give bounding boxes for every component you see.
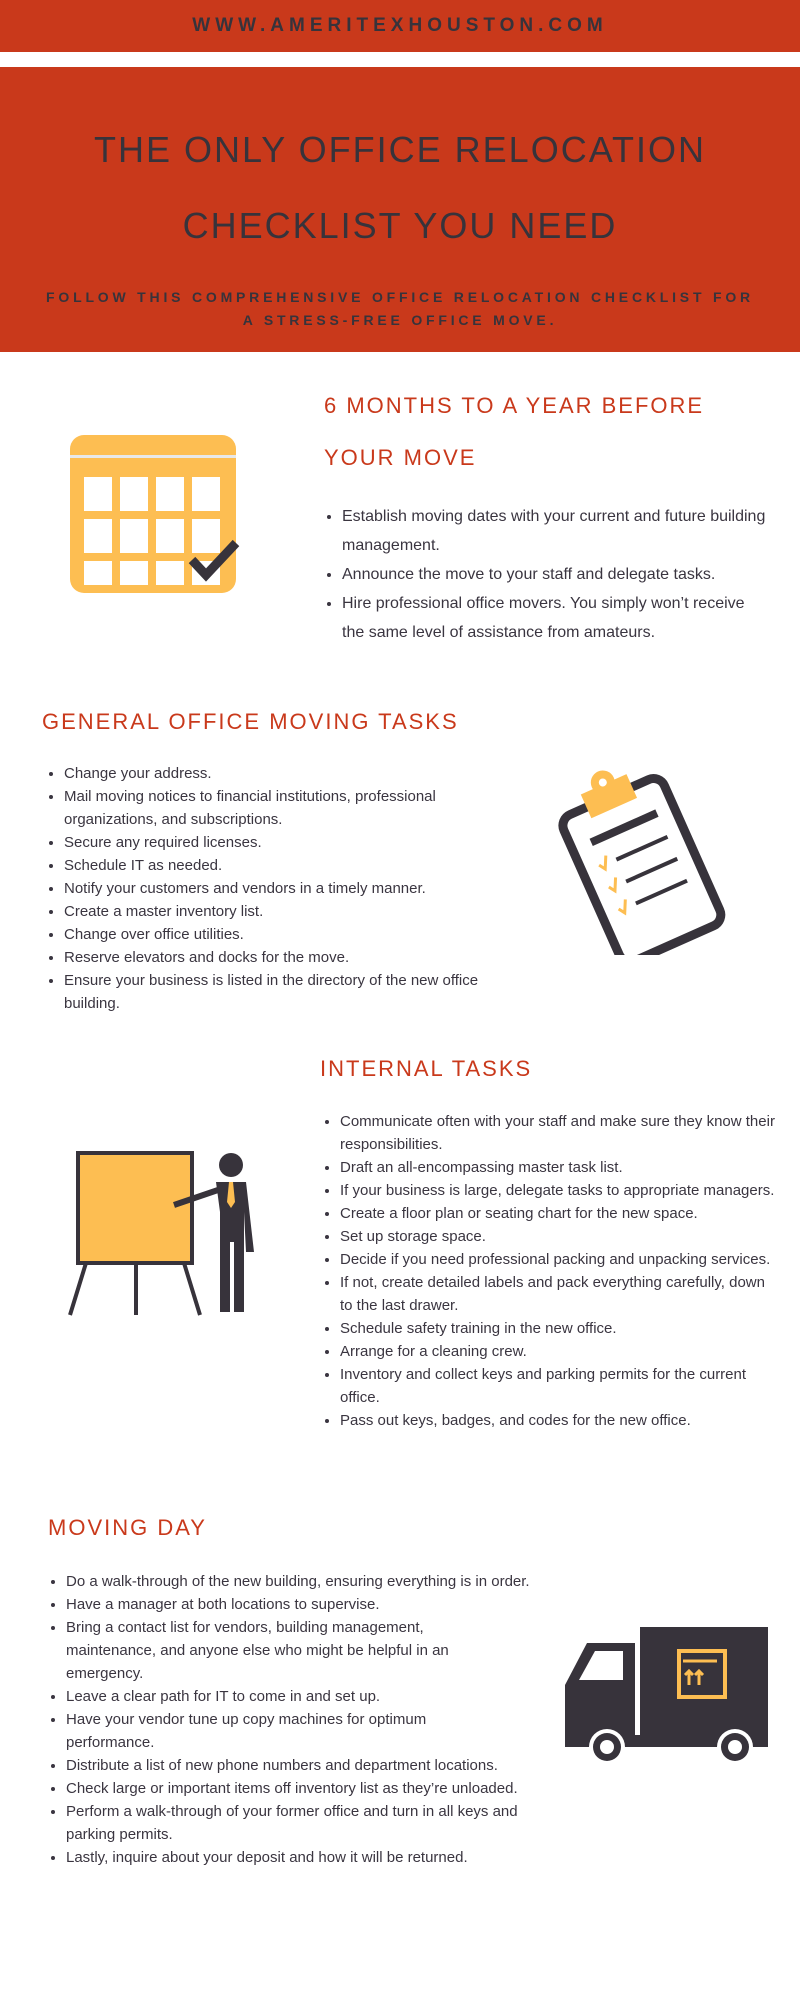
list-item: • Mail moving notices to financial institutions, professional organizations, and subscriptions. [64,785,502,831]
moving-truck-icon [565,1625,770,1770]
presenter-board-icon [66,1150,266,1320]
list-item: • Ensure your business is listed in the directory of the new office building. [64,969,502,1015]
heading-line1: 6 MONTHS TO A YEAR BEFORE [324,393,705,418]
list-item: • Hire professional office movers. You simply won’t receive the same level of assistance from amateurs. [342,589,770,647]
list-item: • If not, create detailed labels and pack everything carefully, down to the last drawer. [340,1271,778,1317]
section-list-general [42,762,502,1015]
clipboard-checklist-icon [555,760,735,955]
hero-banner [0,67,800,352]
heading-line2: YOUR MOVE [324,445,477,470]
section-list-moving-day [44,1570,584,1869]
list-item: • Set up storage space. [340,1225,778,1248]
list-item: • Lastly, inquire about your deposit and how it will be returned. [66,1846,584,1869]
subtitle-line1: FOLLOW THIS COMPREHENSIVE OFFICE RELOCATION CHECKLIST FOR [46,289,754,305]
page-title-line1: THE ONLY OFFICE RELOCATION [93,129,707,170]
list-item: • Reserve elevators and docks for the move. [64,946,502,969]
website-url[interactable]: WWW.AMERITEXHOUSTON.COM [192,15,608,36]
list-item: • Decide if you need professional packing and unpacking services. [340,1248,778,1271]
list-item: • Arrange for a cleaning crew. [340,1340,778,1363]
list-item: • Have a manager at both locations to supervise. [66,1593,584,1616]
list-item: • Schedule IT as needed. [64,854,502,877]
list-item: • Create a master inventory list. [64,900,502,923]
list-item: • Communicate often with your staff and make sure they know their responsibilities. [340,1110,778,1156]
list-item: • Change your address. [64,762,502,785]
section-heading-internal: INTERNAL TASKS [320,1056,533,1081]
list-item: • Bring a contact list for vendors, building management, maintenance, and anyone else who might be helpful in an emergency. [66,1616,584,1685]
list-item: • Pass out keys, badges, and codes for the new office. [340,1409,778,1432]
list-item: • Change over office utilities. [64,923,502,946]
list-item: • Establish moving dates with your current and future building management. [342,502,770,560]
page-title-line2: CHECKLIST YOU NEED [182,205,618,246]
list-item: • Create a floor plan or seating chart for the new space. [340,1202,778,1225]
list-item: • Perform a walk-through of your former office and turn in all keys and parking permits. [66,1800,584,1846]
section-list-6-months [320,502,770,647]
section-heading-6-months [324,380,774,484]
list-item: • Do a walk-through of the new building, ensuring everything is in order. [66,1570,584,1593]
calendar-check-icon [70,435,240,595]
section-heading-general: GENERAL OFFICE MOVING TASKS [42,709,459,734]
list-item: • Leave a clear path for IT to come in and set up. [66,1685,584,1708]
subtitle-line2: A STRESS-FREE OFFICE MOVE. [242,312,558,328]
section-list-internal [318,1110,778,1432]
list-item: • Notify your customers and vendors in a timely manner. [64,877,502,900]
list-item: • Check large or important items off inventory list as they’re unloaded. [66,1777,584,1800]
list-item: • Have your vendor tune up copy machines for optimum performance. [66,1708,584,1754]
list-item: • Announce the move to your staff and delegate tasks. [342,560,770,589]
top-bar [0,0,800,52]
list-item: • Distribute a list of new phone numbers and department locations. [66,1754,584,1777]
list-item: • Secure any required licenses. [64,831,502,854]
section-heading-moving-day: MOVING DAY [48,1515,207,1540]
list-item: • Schedule safety training in the new office. [340,1317,778,1340]
list-item: • If your business is large, delegate tasks to appropriate managers. [340,1179,778,1202]
list-item: • Draft an all-encompassing master task list. [340,1156,778,1179]
list-item: • Inventory and collect keys and parking permits for the current office. [340,1363,778,1409]
